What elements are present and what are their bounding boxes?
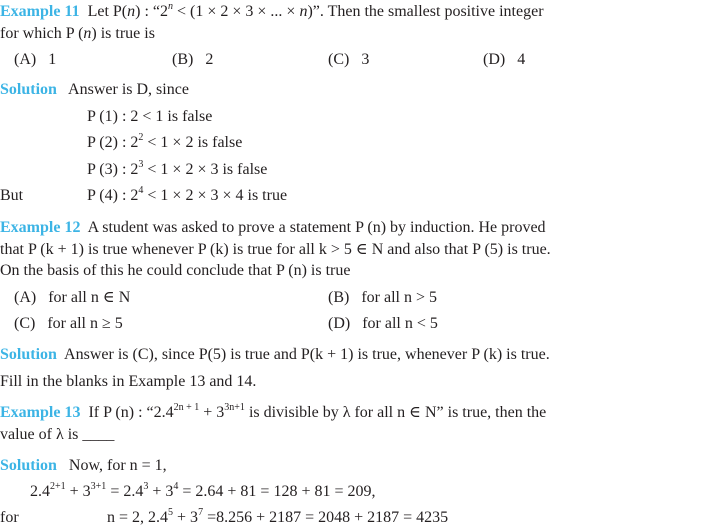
sol11-p2: P (2) : $2^2 < 1 \times 2$ is false bbox=[87, 131, 243, 151]
sol13-for: for bbox=[0, 509, 19, 526]
ex12-option-d: (D) for all n < 5 bbox=[328, 315, 438, 332]
solution-12-text: Answer is (C), since P(5) is true and P(k + 1) is true, whenever P (k) is true. bbox=[64, 346, 550, 363]
solution-13-text: Now, for n = 1, bbox=[68, 457, 167, 474]
sol11-p1: P (1) : 2 < 1 is false bbox=[87, 108, 213, 125]
ex11-var: n bbox=[299, 3, 308, 20]
example-12-line-1 bbox=[0, 218, 546, 238]
ex11-text: ) : “2 bbox=[135, 3, 168, 20]
ex11-text: < (1 × 2 × 3 × ... × bbox=[172, 3, 300, 20]
example-13-line-1: Example 13 If P (n) : “$2.4^{2n + 1} + 3^{3n+1}$ is divisible by λ for all n ∈ N” is true, then the bbox=[0, 401, 547, 421]
sol11-p4: P (4) : $2^4 < 1 \times 2 \times 3 \times 4$ is true bbox=[87, 184, 288, 204]
solution-12-heading: Solution bbox=[0, 346, 57, 363]
example-12-heading: Example 12 bbox=[0, 219, 81, 236]
solution-13-line bbox=[0, 456, 167, 476]
example-11-line-1 bbox=[0, 2, 544, 22]
example-11-heading: Example 11 bbox=[0, 3, 80, 20]
ex12-option-a: (A) for all n ∈ N bbox=[14, 289, 131, 306]
sol13-eq2: n = 2, $2.4^5 + 3^7 =8.256 + 2187 = 2048 + 2187 = 4235$ bbox=[107, 506, 449, 526]
ex12-option-c: (C) for all n ≥ 5 bbox=[14, 315, 123, 332]
ex11-text: )”. Then the smallest positive integer bbox=[307, 3, 544, 20]
solution-11-line bbox=[0, 80, 189, 100]
ex11-sup: n bbox=[167, 0, 173, 12]
ex11-option-a: (A) 1 bbox=[14, 51, 57, 68]
ex11-text: for which P ( bbox=[0, 25, 84, 42]
ex12-option-b: (B) for all n > 5 bbox=[328, 289, 437, 306]
solution-13-heading: Solution bbox=[0, 457, 57, 474]
example-11-line-2 bbox=[0, 24, 155, 44]
solution-12-line bbox=[0, 345, 550, 365]
ex12-line1: A student was asked to prove a statement P (n) by induction. He proved bbox=[87, 219, 546, 236]
example-13-heading: Example 13 bbox=[0, 404, 81, 421]
ex11-option-c: (C) 3 bbox=[328, 51, 370, 68]
ex11-text: Let P( bbox=[87, 3, 128, 20]
solution-11-heading: Solution bbox=[0, 81, 57, 98]
sol11-p3: P (3) : $2^3 < 1 \times 2 \times 3$ is false bbox=[87, 158, 268, 178]
ex12-line3: On the basis of this he could conclude that P (n) is true bbox=[0, 262, 351, 279]
ex12-line2: that P (k + 1) is true whenever P (k) is true for all k > 5 ∈ N and also that P (5) is true. bbox=[0, 241, 551, 258]
ex11-var: n bbox=[127, 3, 136, 20]
sol11-but: But bbox=[0, 187, 24, 204]
ex11-text: ) is true is bbox=[91, 25, 155, 42]
fill-blanks-instruction: Fill in the blanks in Example 13 and 14. bbox=[0, 373, 257, 390]
ex11-option-b: (B) 2 bbox=[172, 51, 214, 68]
ex11-option-d: (D) 4 bbox=[483, 51, 526, 68]
ex11-var: n bbox=[83, 25, 92, 42]
solution-11-answer: Answer is D, since bbox=[68, 81, 189, 98]
sol13-eq1: $2.4^{2+1} + 3^{3+1} = 2.4^3 + 3^4 = 2.64 + 81 = 128 + 81 = 209$, bbox=[30, 480, 376, 500]
ex13-line2: value of λ is ____ bbox=[0, 426, 115, 443]
